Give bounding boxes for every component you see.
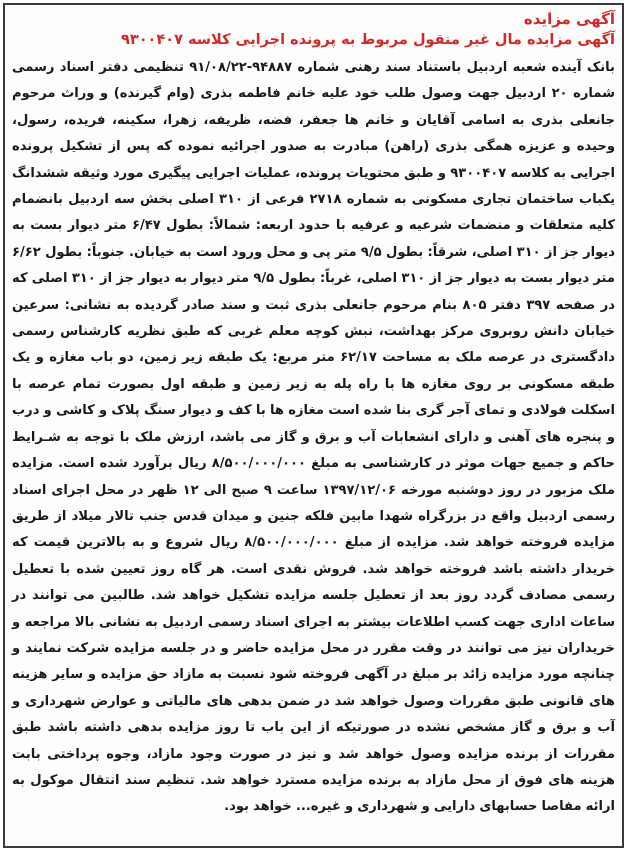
notice-frame: [3, 3, 624, 848]
notice-body: بانک آینده شعبه اردبیل باستناد سند رهنی شماره ۹۴۸۸۷-۹۱/۰۸/۲۲ تنظیمی دفتر اسناد رسمی شماره ۲۰ اردبیل جهت وصول طلب خود علیه خانم فاطمه بذری (وام گیرنده) و وراث مرحوم جانعلی بذری به اسامی آقایان و خانم ها جعفر، فضه، ظریفه، زهرا، سکینه، فریده، رسول، وحیده و عزیزه همگی بذری (راهن) مبادرت به صدور اجرائیه نموده که پس از تشکیل پرونده اجرایی به کلاسه ۹۳۰۰۴۰۷ و طبق محتویات پرونده، عملیات اجرایی پیگیری مورد وثیقه ششدانگ یکباب ساختمان تجاری مسکونی به شماره ۲۷۱۸ فرعی از ۳۱۰ اصلی بخش سه اردبیل بانضمام کلیه متعلقات و منضمات شرعیه و عرفیه با حدود اربعه: شمالاً: بطول ۶/۴۷ متر دیوار بست به دیوار جز از ۳۱۰ اصلی، شرقاً: بطول ۹/۵ متر پی و محل ورود است به خیابان. جنوباً: بطول ۶/۶۲ متر دیوار بست به دیوار جز از ۳۱۰ اصلی، غرباً: بطول ۹/۵ متر دیوار به دیوار جز از ۳۱۰ اصلی که در صفحه ۳۹۷ دفتر ۸۰۵ بنام مرحوم جانعلی بذری ثبت و سند صادر گردیده به نشانی: سرعین خیابان دانش روبروی مرکز بهداشت، نبش کوچه معلم غربی که طبق نظریه کارشناس رسمی دادگستری در عرصه ملک به مساحت ۶۲/۱۷ متر مربع: یک طبقه زیر زمین، دو باب مغازه و یک طبقه مسکونی بر روی مغازه ها با راه پله به زیر زمین و طبقه اول بصورت تمام عرصه با اسکلت فولادی و تمای آجر گری بنا شده است مغازه ها با کف و دیوار سنگ پلاک و کاشی و درب و پنجره های آهنی و دارای انشعابات آب و برق و گاز می باشد، ارزش ملک با توجه به شـرایط حاکم و جمیع جهات موثر در کارشناسی به مبلغ ۸/۵۰۰/۰۰۰/۰۰۰ ریال برآورد شده است. مزایده ملک مزبور در روز دوشنبه مورخه ۱۳۹۷/۱۲/۰۶ ساعت ۹ صبح الی ۱۲ ظهر در محل اجرای اسناد رسمی اردبیل واقع در بزرگراه شهدا مابین فلکه جنین و میدان قدس جنب تالار میلاد از طریق مزایده فروخته خواهد شد. مزایده از مبلغ ۸/۵۰۰/۰۰۰/۰۰۰ ریال شروع و به بالاترین قیمت که خریدار داشته باشد فروخته خواهد شد. فروش نقدی است. هر گاه روز تعیین شده با تعطیل رسمی مصادف گردد روز بعد از تعطیل جلسه مزایده تشکیل خواهد شد. طالبین می توانند در ساعات اداری جهت کسب اطلاعات بیشتر به اجرای اسناد رسمی اردبیل به نشانی بالا مراجعه و خریداران نیز می توانند در وقت مقرر در محل مزایده حاضر و در جلسه مزایده شرکت نمایند و چنانچه مورد مزایده زائد بر مبلغ در آگهی فروخته شود نسبت به مازاد حق مزایده و سایر هزینه های قانونی طبق مقررات وصول خواهد شد در ضمن بدهی های مالیاتی و عوارض شهرداری و آب و برق و گاز مشخص نشده در صورتیکه از این باب تا روز مزایده بدهی داشته باشد طبق مقررات از برنده مزایده وصول خواهد شد و نیز در صورت وجود مازاد، وجوه پرداختی بابت هزینه های فوق از محل مازاد به برنده مزایده مسترد خواهد شد. تنظیم سند انتقال موکول به ارائه مفاصا حسابهای دارایی و شهرداری و غیره... خواهد بود.: [12, 60, 616, 815]
notice-heading: آگهی مزایده: [523, 10, 615, 28]
notice-subheading: آگهی مزایده مال غیر منقول مربوط به پرونده اجرایی کلاسه ۹۳۰۰۴۰۷: [121, 32, 615, 48]
notice-content: [12, 9, 615, 842]
